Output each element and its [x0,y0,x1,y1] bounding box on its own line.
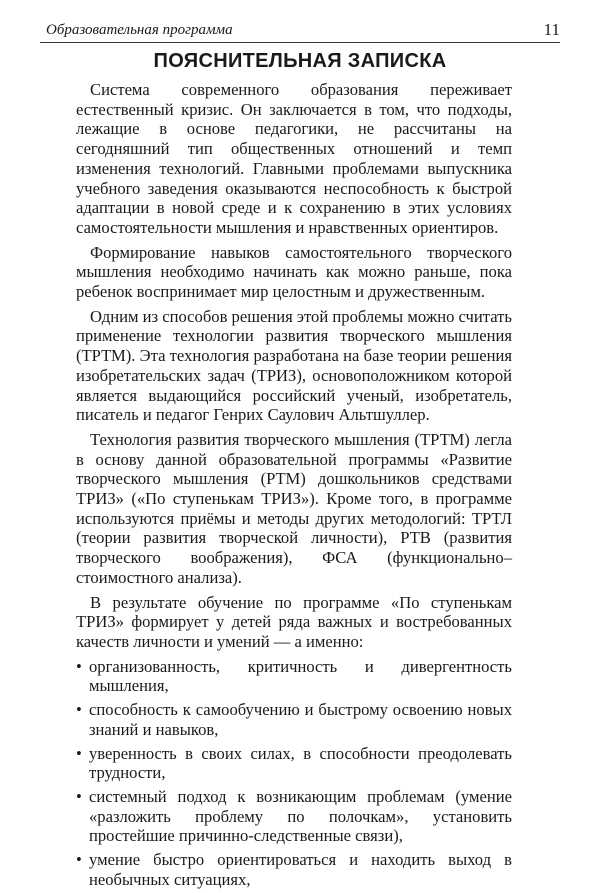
list-item [76,744,512,783]
bullet-icon: • [76,786,82,806]
list-item-text: системный подход к возникающим проблемам (умение «разложить проблему по полочкам», установить простейшие причинно-следственные связи), [89,786,512,846]
list-item-text: уверенность в своих силах, в способности преодолевать трудности, [89,743,512,783]
bullet-icon: • [76,700,82,720]
list-item [76,657,512,696]
bullet-icon: • [76,743,82,763]
list-item-text: способность к самообучению и быстрому освоению новых знаний и навыков, [89,700,512,739]
running-header [40,18,560,42]
qualities-list [76,657,512,890]
list-item [76,787,512,846]
section-title: ПОЯСНИТЕЛЬНАЯ ЗАПИСКА [153,50,447,72]
page-number: 11 [543,20,560,39]
paragraph-skills: Формирование навыков самостоятельного творческого мышления необходимо начинать как можно раньше, пока ребенок воспринимает мир целостным и дружественным. [76,242,512,302]
list-item [76,850,512,889]
list-item-text: организованность, критичность и дивергентность мышления, [89,656,512,696]
paragraph-results: В результате обучение по программе «По ступенькам ТРИЗ» формирует у детей ряда важных и востребованных качеств личности и умений — а именно: [76,592,512,651]
paragraph-crisis: Система современного образования переживает естественный кризис. Он заключается в том, что подходы, лежащие в основе педагогики, не рассчитаны на сегодняшний тип общественных отношений и темп изменения технологий. Главными проблемами выпускника учебного заведения оказываются неспособность к быстрой адаптации в новой среде и к сохранению в этих условиях самостоятельности мышления и нравственных ориентиров. [76,80,512,237]
bullet-icon: • [76,850,82,870]
running-title: Образовательная программа [46,22,233,38]
body-text [76,80,512,893]
list-item [76,700,512,739]
bullet-icon: • [76,656,82,676]
paragraph-trtm: Одним из способов решения этой проблемы можно считать применение технологии развития творческого мышления (ТРТМ). Эта технология разработана на базе теории решения изобретательских задач (ТРИЗ), основоположником которой является выдающийся российский ученый, изобретатель, писатель и педагог Генрих Саулович Альтшуллер. [76,306,512,425]
paragraph-program: Технология развития творческого мышления (ТРТМ) легла в основу данной образовательной программы «Развитие творческого мышления (РТМ) дошкольников средствами ТРИЗ» («По ступенькам ТРИЗ»). Кроме того, в программе используются приёмы и методы других методологий: ТРТЛ (теории развития творческой личности), РТВ (развития творческого воображения), ФСА (функционально–стоимостного анализа). [76,429,512,587]
header-rule [40,42,560,43]
list-item-text: умение быстро ориентироваться и находить выход в необычных ситуациях, [89,850,512,889]
